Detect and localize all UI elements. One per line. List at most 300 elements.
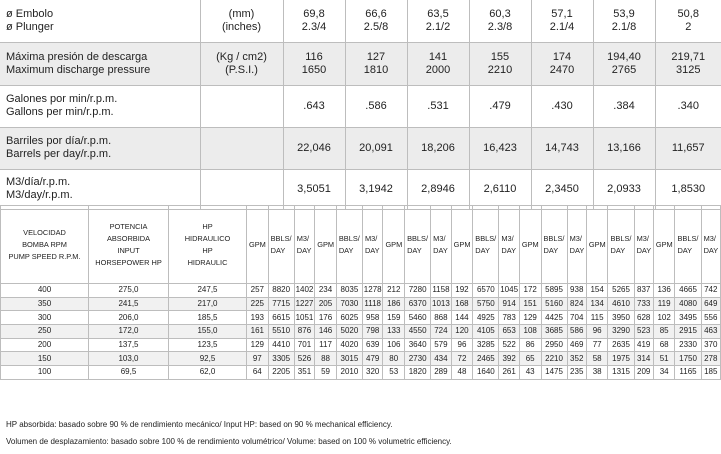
table-cell: 3640 <box>405 338 431 352</box>
table-cell: 3015 <box>336 352 362 366</box>
table-cell: 103,0 <box>89 352 169 366</box>
table-cell: 1158 <box>431 284 451 298</box>
table-cell: 62,0 <box>169 366 247 380</box>
table-cell: 108 <box>519 325 541 339</box>
table-cell: 172 <box>519 284 541 298</box>
table-cell: 400 <box>1 284 89 298</box>
m3-day-header <box>294 206 314 284</box>
spec-label-line: Gallons per min/r.p.m. <box>6 106 114 118</box>
table-cell: 72 <box>451 352 473 366</box>
bbls-day-header-line: DAY <box>543 245 559 255</box>
table-cell: 434 <box>431 352 451 366</box>
spec-value-line: 66,6 <box>365 7 387 20</box>
table-cell: 8035 <box>336 284 362 298</box>
spec-unit <box>200 127 283 169</box>
table-cell: 2950 <box>541 338 567 352</box>
table-cell: 1051 <box>294 311 314 325</box>
table-cell: 4425 <box>541 311 567 325</box>
table-cell: 824 <box>567 297 586 311</box>
bbls-day-header <box>675 206 701 284</box>
spec-unit <box>200 169 283 209</box>
table-cell: 2210 <box>541 352 567 366</box>
gpm-header: GPM <box>451 206 473 284</box>
table-cell: 914 <box>499 297 519 311</box>
spec-value-line: 69,8 <box>303 7 325 20</box>
table-cell: 2330 <box>675 338 701 352</box>
spec-value: .643 <box>283 85 345 127</box>
table-cell: 168 <box>451 297 473 311</box>
table-cell: 5750 <box>473 297 499 311</box>
table-cell: 86 <box>519 338 541 352</box>
table-cell: 102 <box>653 311 675 325</box>
m3-day-header-line: M3/ <box>433 233 446 243</box>
hydraulic-hp-header-line: HIDRAULICO <box>184 233 231 243</box>
table-cell: 65 <box>519 352 541 366</box>
spec-value: .340 <box>655 85 721 127</box>
spec-value <box>407 0 469 42</box>
spec-value <box>407 42 469 85</box>
table-cell: 2465 <box>473 352 499 366</box>
table-cell: 193 <box>247 311 269 325</box>
spec-value-line: 53,9 <box>613 7 635 20</box>
spec-unit <box>200 85 283 127</box>
spec-value-line: 2.1/2 <box>425 20 451 33</box>
spec-value <box>469 42 531 85</box>
spec-label-line: Barriles por día/r.p.m. <box>6 135 112 147</box>
hydraulic-hp-header-line: HP <box>202 245 213 255</box>
spec-value: 11,657 <box>655 127 721 169</box>
m3-day-header-line: M3/ <box>569 233 582 243</box>
table-cell: 58 <box>586 352 608 366</box>
table-cell: 3305 <box>268 352 294 366</box>
m3-day-header-line: M3/ <box>364 233 378 243</box>
table-cell: 2010 <box>336 366 362 380</box>
spec-value <box>655 0 721 42</box>
table-cell: 43 <box>519 366 541 380</box>
table-cell: 7030 <box>336 297 362 311</box>
spec-value: 22,046 <box>283 127 345 169</box>
table-cell: 225 <box>247 297 269 311</box>
plunger-specs-table <box>0 0 721 210</box>
m3-day-header-line: DAY <box>433 245 448 255</box>
table-cell: 247,5 <box>169 284 247 298</box>
header-row <box>1 206 721 284</box>
gpm-header: GPM <box>315 206 337 284</box>
table-cell: 185 <box>701 366 720 380</box>
table-cell: 526 <box>294 352 314 366</box>
bbls-day-header <box>268 206 294 284</box>
spec-value <box>283 42 345 85</box>
table-cell: 261 <box>499 366 519 380</box>
spec-value-line: 2470 <box>549 63 575 76</box>
spec-value-line: 127 <box>366 50 386 63</box>
m3-day-header-line: M3/ <box>296 233 310 243</box>
gpm-header: GPM <box>247 206 269 284</box>
spec-value: 2,3450 <box>531 169 593 209</box>
gpm-header: GPM <box>653 206 675 284</box>
bbls-day-header-line: BBLS/ <box>270 233 292 243</box>
pump-performance-table <box>0 205 721 380</box>
table-cell: 134 <box>586 297 608 311</box>
spec-value-line: 194,40 <box>607 50 641 63</box>
spec-value: .384 <box>593 85 655 127</box>
table-cell: 257 <box>247 284 269 298</box>
table-cell: 6025 <box>336 311 362 325</box>
table-row <box>1 284 721 298</box>
table-cell: 206,0 <box>89 311 169 325</box>
input-hp-header-line: INPUT <box>117 245 140 255</box>
gpm-header: GPM <box>383 206 405 284</box>
spec-label <box>0 85 200 127</box>
table-cell: 3290 <box>608 325 634 339</box>
spec-unit-line: (mm) <box>228 7 255 20</box>
input-hp-header-line: HORSEPOWER HP <box>95 257 162 267</box>
spec-value: 2,6110 <box>469 169 531 209</box>
table-cell: 586 <box>567 325 586 339</box>
spec-value <box>655 42 721 85</box>
table-cell: 7280 <box>405 284 431 298</box>
table-cell: 59 <box>315 366 337 380</box>
table-cell: 212 <box>383 284 405 298</box>
bbls-day-header <box>608 206 634 284</box>
table-cell: 1475 <box>541 366 567 380</box>
bbls-day-header-line: DAY <box>270 245 286 255</box>
table-cell: 876 <box>294 325 314 339</box>
spec-value-line: 50,8 <box>677 7 699 20</box>
spec-value: 16,423 <box>469 127 531 169</box>
spec-value <box>531 42 593 85</box>
spec-label-line: M3/day/r.p.m. <box>6 189 73 201</box>
table-cell: 38 <box>586 366 608 380</box>
spec-value: 2,0933 <box>593 169 655 209</box>
spec-value-line: 116 <box>305 50 323 63</box>
table-cell: 419 <box>634 338 653 352</box>
m3-day-header <box>567 206 586 284</box>
bbls-day-header-line: BBLS/ <box>610 233 632 243</box>
table-cell: 523 <box>634 325 653 339</box>
table-cell: 234 <box>315 284 337 298</box>
spec-value-line: 2 <box>685 20 692 33</box>
table-cell: 3285 <box>473 338 499 352</box>
spec-row <box>0 169 721 209</box>
spec-value-line: 57,1 <box>551 7 573 20</box>
spec-value: 2,8946 <box>407 169 469 209</box>
spec-value: 13,166 <box>593 127 655 169</box>
note-volume: Volumen de desplazamiento: basado sobre 100 % de rendimiento volumétrico/ Volume: based on 100 % volumetric efficiency. <box>6 437 452 446</box>
spec-value-line: 2765 <box>611 63 637 76</box>
bbls-day-header <box>405 206 431 284</box>
spec-value-line: 2.3/4 <box>301 20 327 33</box>
table-cell: 241,5 <box>89 297 169 311</box>
table-cell: 3950 <box>608 311 634 325</box>
spec-value <box>531 0 593 42</box>
spec-label <box>0 0 200 42</box>
m3-day-header-line: M3/ <box>636 233 649 243</box>
table-cell: 136 <box>653 284 675 298</box>
table-cell: 6370 <box>405 297 431 311</box>
table-cell: 34 <box>653 366 675 380</box>
table-cell: 938 <box>567 284 586 298</box>
hydraulic-hp-header <box>169 206 247 284</box>
hydraulic-hp-header-line: HP <box>202 221 213 231</box>
table-row <box>1 297 721 311</box>
table-cell: 1402 <box>294 284 314 298</box>
table-cell: 2915 <box>675 325 701 339</box>
table-cell: 1118 <box>362 297 382 311</box>
table-cell: 837 <box>634 284 653 298</box>
table-cell: 733 <box>634 297 653 311</box>
bbls-day-header <box>473 206 499 284</box>
spec-value-line: 1810 <box>363 63 389 76</box>
table-cell: 783 <box>499 311 519 325</box>
bbls-day-header-line: BBLS/ <box>677 233 699 243</box>
table-cell: 639 <box>362 338 382 352</box>
spec-value: 18,206 <box>407 127 469 169</box>
gpm-header: GPM <box>586 206 608 284</box>
bbls-day-header-line: BBLS/ <box>475 233 497 243</box>
table-cell: 48 <box>451 366 473 380</box>
table-cell: 4020 <box>336 338 362 352</box>
spec-value-line: 2.5/8 <box>363 20 389 33</box>
table-cell: 80 <box>383 352 405 366</box>
spec-value-line: 63,5 <box>427 7 449 20</box>
table-cell: 144 <box>451 311 473 325</box>
m3-day-header-line: DAY <box>296 245 312 255</box>
table-cell: 7715 <box>268 297 294 311</box>
input-hp-header-line: POTENCIA <box>109 221 148 231</box>
spec-label-line: Galones por min/r.p.m. <box>6 93 118 105</box>
table-cell: 3685 <box>541 325 567 339</box>
spec-label <box>0 42 200 85</box>
table-row <box>1 338 721 352</box>
bbls-day-header-line: BBLS/ <box>338 233 360 243</box>
spec-label-line: Maximum discharge pressure <box>6 63 151 76</box>
table-cell: 704 <box>567 311 586 325</box>
table-cell: 653 <box>499 325 519 339</box>
spec-label-line: Barrels per day/r.p.m. <box>6 148 112 160</box>
table-cell: 133 <box>383 325 405 339</box>
table-cell: 146 <box>315 325 337 339</box>
table-cell: 2730 <box>405 352 431 366</box>
table-cell: 150 <box>1 352 89 366</box>
table-cell: 6615 <box>268 311 294 325</box>
spec-unit-line: (P.S.I.) <box>225 63 258 76</box>
table-cell: 51 <box>653 352 675 366</box>
table-cell: 300 <box>1 311 89 325</box>
table-cell: 370 <box>701 338 720 352</box>
bbls-day-header-line: DAY <box>338 245 354 255</box>
m3-day-header-line: DAY <box>703 245 719 255</box>
spec-value <box>593 0 655 42</box>
table-cell: 4550 <box>405 325 431 339</box>
table-cell: 5160 <box>541 297 567 311</box>
gpm-header: GPM <box>519 206 541 284</box>
spec-unit-line: (inches) <box>221 20 262 33</box>
table-cell: 1820 <box>405 366 431 380</box>
bbls-day-header-line: BBLS/ <box>543 233 565 243</box>
table-cell: 77 <box>586 338 608 352</box>
table-cell: 463 <box>701 325 720 339</box>
input-hp-header-line: ABSORBIDA <box>106 233 151 243</box>
table-row <box>1 325 721 339</box>
table-cell: 8820 <box>268 284 294 298</box>
table-cell: 1227 <box>294 297 314 311</box>
table-row <box>1 366 721 380</box>
table-cell: 154 <box>586 284 608 298</box>
input-hp-header <box>89 206 169 284</box>
spec-label <box>0 169 200 209</box>
table-cell: 579 <box>431 338 451 352</box>
table-cell: 172,0 <box>89 325 169 339</box>
table-cell: 100 <box>1 366 89 380</box>
table-cell: 649 <box>701 297 720 311</box>
table-cell: 2205 <box>268 366 294 380</box>
table-cell: 798 <box>362 325 382 339</box>
m3-day-header-line: DAY <box>501 245 517 255</box>
hydraulic-hp-header-line: HIDRAULIC <box>187 257 228 267</box>
table-cell: 161 <box>247 325 269 339</box>
bbls-day-header-line: BBLS/ <box>407 233 429 243</box>
table-cell: 186 <box>383 297 405 311</box>
table-cell: 4925 <box>473 311 499 325</box>
m3-day-header-line: M3/ <box>501 233 514 243</box>
table-cell: 314 <box>634 352 653 366</box>
table-cell: 5020 <box>336 325 362 339</box>
spec-value-line: 1650 <box>301 63 327 76</box>
note-input-hp: HP absorbida: basado sobre 90 % de rendimiento mecánico/ Input HP: based on 90 % mechanical efficiency. <box>6 420 393 429</box>
spec-label-line: ø Embolo <box>6 7 54 20</box>
table-cell: 64 <box>247 366 269 380</box>
speed-header-line: VELOCIDAD <box>23 227 66 237</box>
table-cell: 119 <box>653 297 675 311</box>
table-cell: 352 <box>567 352 586 366</box>
table-cell: 96 <box>451 338 473 352</box>
table-cell: 159 <box>383 311 405 325</box>
spec-value: 14,743 <box>531 127 593 169</box>
table-cell: 4610 <box>608 297 634 311</box>
table-cell: 320 <box>362 366 382 380</box>
table-cell: 1640 <box>473 366 499 380</box>
table-cell: 53 <box>383 366 405 380</box>
table-cell: 701 <box>294 338 314 352</box>
table-cell: 469 <box>567 338 586 352</box>
table-cell: 5895 <box>541 284 567 298</box>
speed-header-line: PUMP SPEED R.P.M. <box>8 251 81 261</box>
table-cell: 205 <box>315 297 337 311</box>
spec-row <box>0 127 721 169</box>
table-cell: 115 <box>586 311 608 325</box>
table-cell: 155,0 <box>169 325 247 339</box>
m3-day-header <box>499 206 519 284</box>
spec-unit-line: (Kg / cm2) <box>216 50 267 63</box>
table-cell: 137,5 <box>89 338 169 352</box>
table-cell: 275,0 <box>89 284 169 298</box>
m3-day-header-line: M3/ <box>703 233 716 243</box>
m3-day-header-line: DAY <box>569 245 585 255</box>
table-cell: 88 <box>315 352 337 366</box>
speed-header <box>1 206 89 284</box>
table-cell: 4410 <box>268 338 294 352</box>
table-cell: 200 <box>1 338 89 352</box>
table-cell: 69,5 <box>89 366 169 380</box>
table-cell: 6570 <box>473 284 499 298</box>
spec-value: .586 <box>345 85 407 127</box>
speed-header-line: BOMBA RPM <box>22 239 67 249</box>
table-cell: 1013 <box>431 297 451 311</box>
table-cell: 2635 <box>608 338 634 352</box>
table-row <box>1 352 721 366</box>
spec-value-line: 2000 <box>425 63 451 76</box>
table-cell: 123,5 <box>169 338 247 352</box>
m3-day-header <box>431 206 451 284</box>
spec-row <box>0 42 721 85</box>
table-cell: 1750 <box>675 352 701 366</box>
m3-day-header <box>701 206 720 284</box>
table-cell: 958 <box>362 311 382 325</box>
spec-value-line: 141 <box>428 50 448 63</box>
table-cell: 250 <box>1 325 89 339</box>
table-cell: 1278 <box>362 284 382 298</box>
table-cell: 185,5 <box>169 311 247 325</box>
table-cell: 217,0 <box>169 297 247 311</box>
table-cell: 742 <box>701 284 720 298</box>
spec-value <box>469 0 531 42</box>
spec-value-line: 219,71 <box>671 50 706 63</box>
table-cell: 278 <box>701 352 720 366</box>
table-cell: 628 <box>634 311 653 325</box>
table-cell: 117 <box>315 338 337 352</box>
spec-value-line: 2.3/8 <box>487 20 513 33</box>
table-cell: 479 <box>362 352 382 366</box>
table-cell: 96 <box>586 325 608 339</box>
spec-value: 3,5051 <box>283 169 345 209</box>
spec-unit <box>200 42 283 85</box>
table-cell: 556 <box>701 311 720 325</box>
table-cell: 5265 <box>608 284 634 298</box>
spec-label <box>0 127 200 169</box>
spec-value <box>283 0 345 42</box>
table-cell: 85 <box>653 325 675 339</box>
table-cell: 97 <box>247 352 269 366</box>
spec-row <box>0 0 721 42</box>
table-cell: 1975 <box>608 352 634 366</box>
bbls-day-header <box>336 206 362 284</box>
table-cell: 192 <box>451 284 473 298</box>
spec-value: 1,8530 <box>655 169 721 209</box>
spec-value: .531 <box>407 85 469 127</box>
table-cell: 724 <box>431 325 451 339</box>
spec-value <box>345 42 407 85</box>
spec-value: .479 <box>469 85 531 127</box>
spec-value-line: 174 <box>552 50 572 63</box>
table-cell: 68 <box>653 338 675 352</box>
bbls-day-header <box>541 206 567 284</box>
spec-label-line: ø Plunger <box>6 20 54 33</box>
table-cell: 5460 <box>405 311 431 325</box>
spec-value-line: 2.1/4 <box>549 20 575 33</box>
m3-day-header-line: DAY <box>364 245 380 255</box>
table-cell: 522 <box>499 338 519 352</box>
spec-value-line: 2.1/8 <box>611 20 637 33</box>
spec-value: 3,1942 <box>345 169 407 209</box>
spec-unit <box>200 0 283 42</box>
spec-value-line: 60,3 <box>489 7 511 20</box>
table-cell: 129 <box>519 311 541 325</box>
table-cell: 4080 <box>675 297 701 311</box>
table-cell: 106 <box>383 338 405 352</box>
table-cell: 1165 <box>675 366 701 380</box>
table-cell: 129 <box>247 338 269 352</box>
